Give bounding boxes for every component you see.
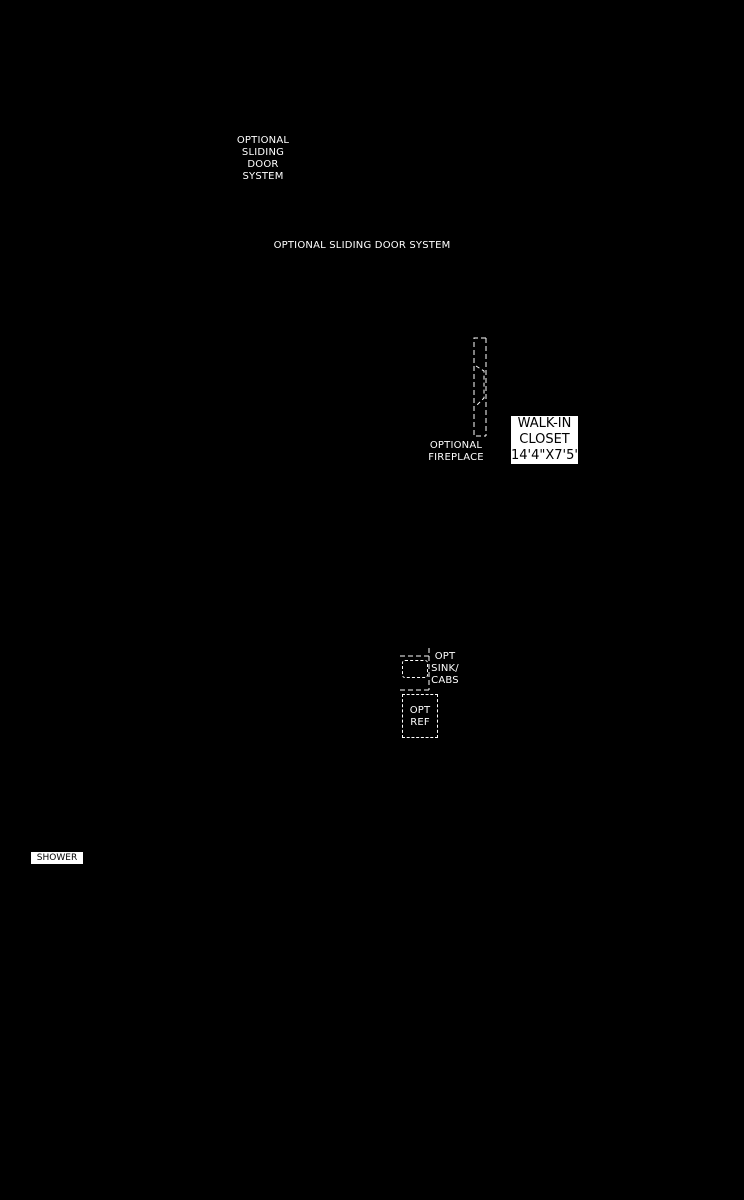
optional-sliding-door-system-label-horizontal: OPTIONAL SLIDING DOOR SYSTEM [273, 240, 451, 251]
shower-label: SHOWER [31, 852, 83, 864]
opt-sink-cabs-label: OPT SINK/ CABS [431, 651, 459, 686]
walk-in-closet-label: WALK-IN CLOSET 14'4"X7'5" [511, 416, 581, 463]
opt-ref-label: OPT REF [409, 705, 431, 728]
optional-sliding-door-system-label-vertical: OPTIONAL SLIDING DOOR SYSTEM [236, 135, 290, 182]
optional-fireplace-label: OPTIONAL FIREPLACE [428, 440, 484, 463]
